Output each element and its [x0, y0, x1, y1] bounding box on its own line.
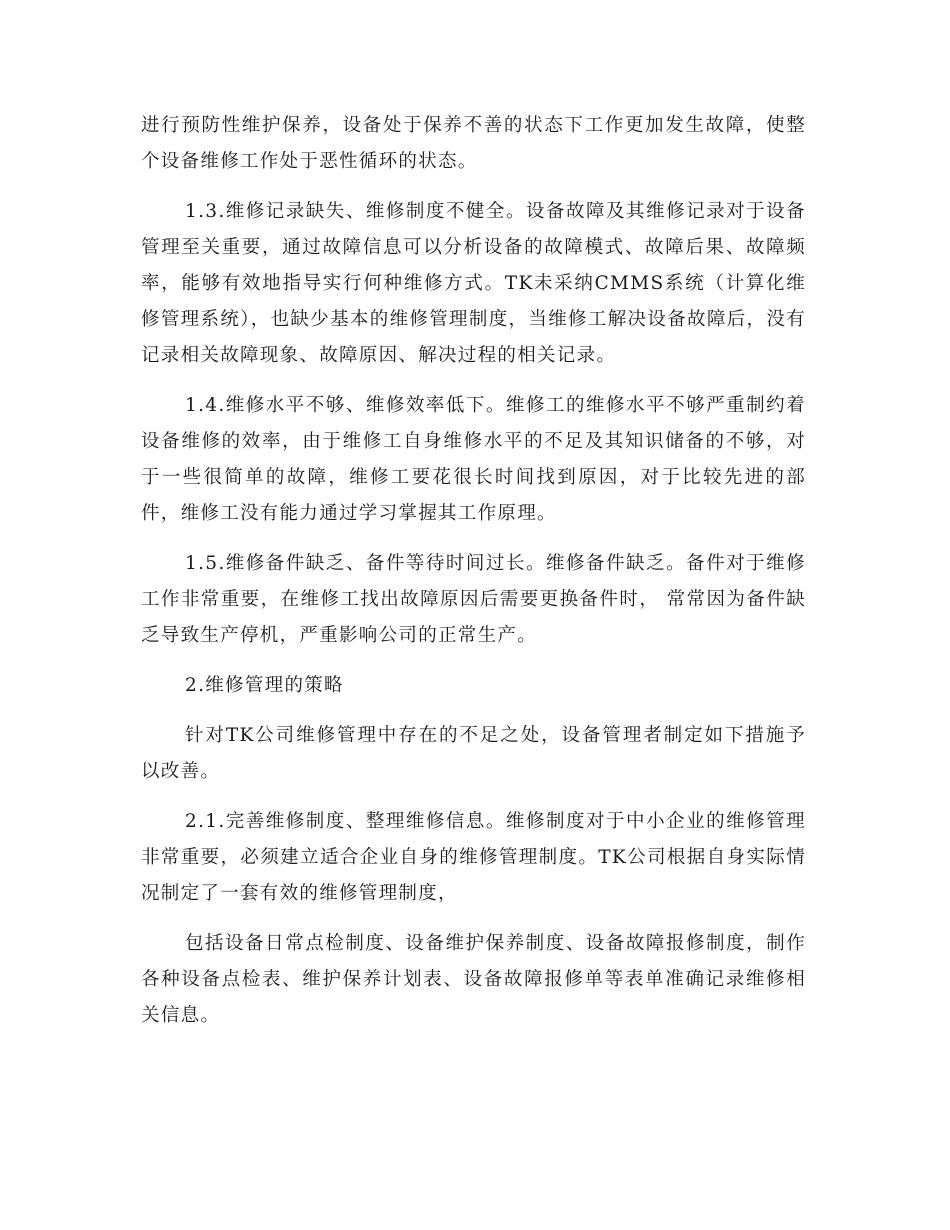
paragraph-1-4: 1.4.维修水平不够、维修效率低下。维修工的维修水平不够严重制约着设备维修的效率，由于维修工自身维修水平的不足及其知识储备的不够，对于一些很简单的故障，维修工要花很长时间找到原因，对于比较先进的部件，维修工没有能力通过学习掌握其工作原理。 [141, 395, 806, 524]
document-body [141, 108, 806, 1048]
paragraph-1-3: 1.3.维修记录缺失、维修制度不健全。设备故障及其维修记录对于设备管理至关重要，通过故障信息可以分析设备的故障模式、故障后果、故障频率，能够有效地指导实行何种维修方式。TK未采纳CMMS系统（计算化维修管理系统），也缺少基本的维修管理制度，当维修工解决设备故障后，没有记录相关故障现象、故障原因、解决过程的相关记录。 [141, 201, 806, 366]
paragraph-1-5: 1.5.维修备件缺乏、备件等待时间过长。维修备件缺乏。备件对于维修工作非常重要，在维修工找出故障原因后需要更换备件时， 常常因为备件缺乏导致生产停机，严重影响公司的正常生产。 [141, 553, 806, 646]
paragraph-2-1-continued: 包括设备日常点检制度、设备维护保养制度、设备故障报修制度，制作各种设备点检表、维护保养计划表、设备故障报修单等表单准确记录维修相关信息。 [141, 933, 806, 1026]
paragraph-continuation: 进行预防性维护保养，设备处于保养不善的状态下工作更加发生故障，使整个设备维修工作处于恶性循环的状态。 [141, 115, 806, 172]
paragraph-2-intro: 针对TK公司维修管理中存在的不足之处，设备管理者制定如下措施予以改善。 [141, 725, 806, 782]
section-heading-2: 2.维修管理的策略 [185, 675, 344, 696]
paragraph-2-1: 2.1.完善维修制度、整理维修信息。维修制度对于中小企业的维修管理非常重要，必须建立适合企业自身的维修管理制度。TK公司根据自身实际情况制定了一套有效的维修管理制度， [141, 811, 806, 904]
